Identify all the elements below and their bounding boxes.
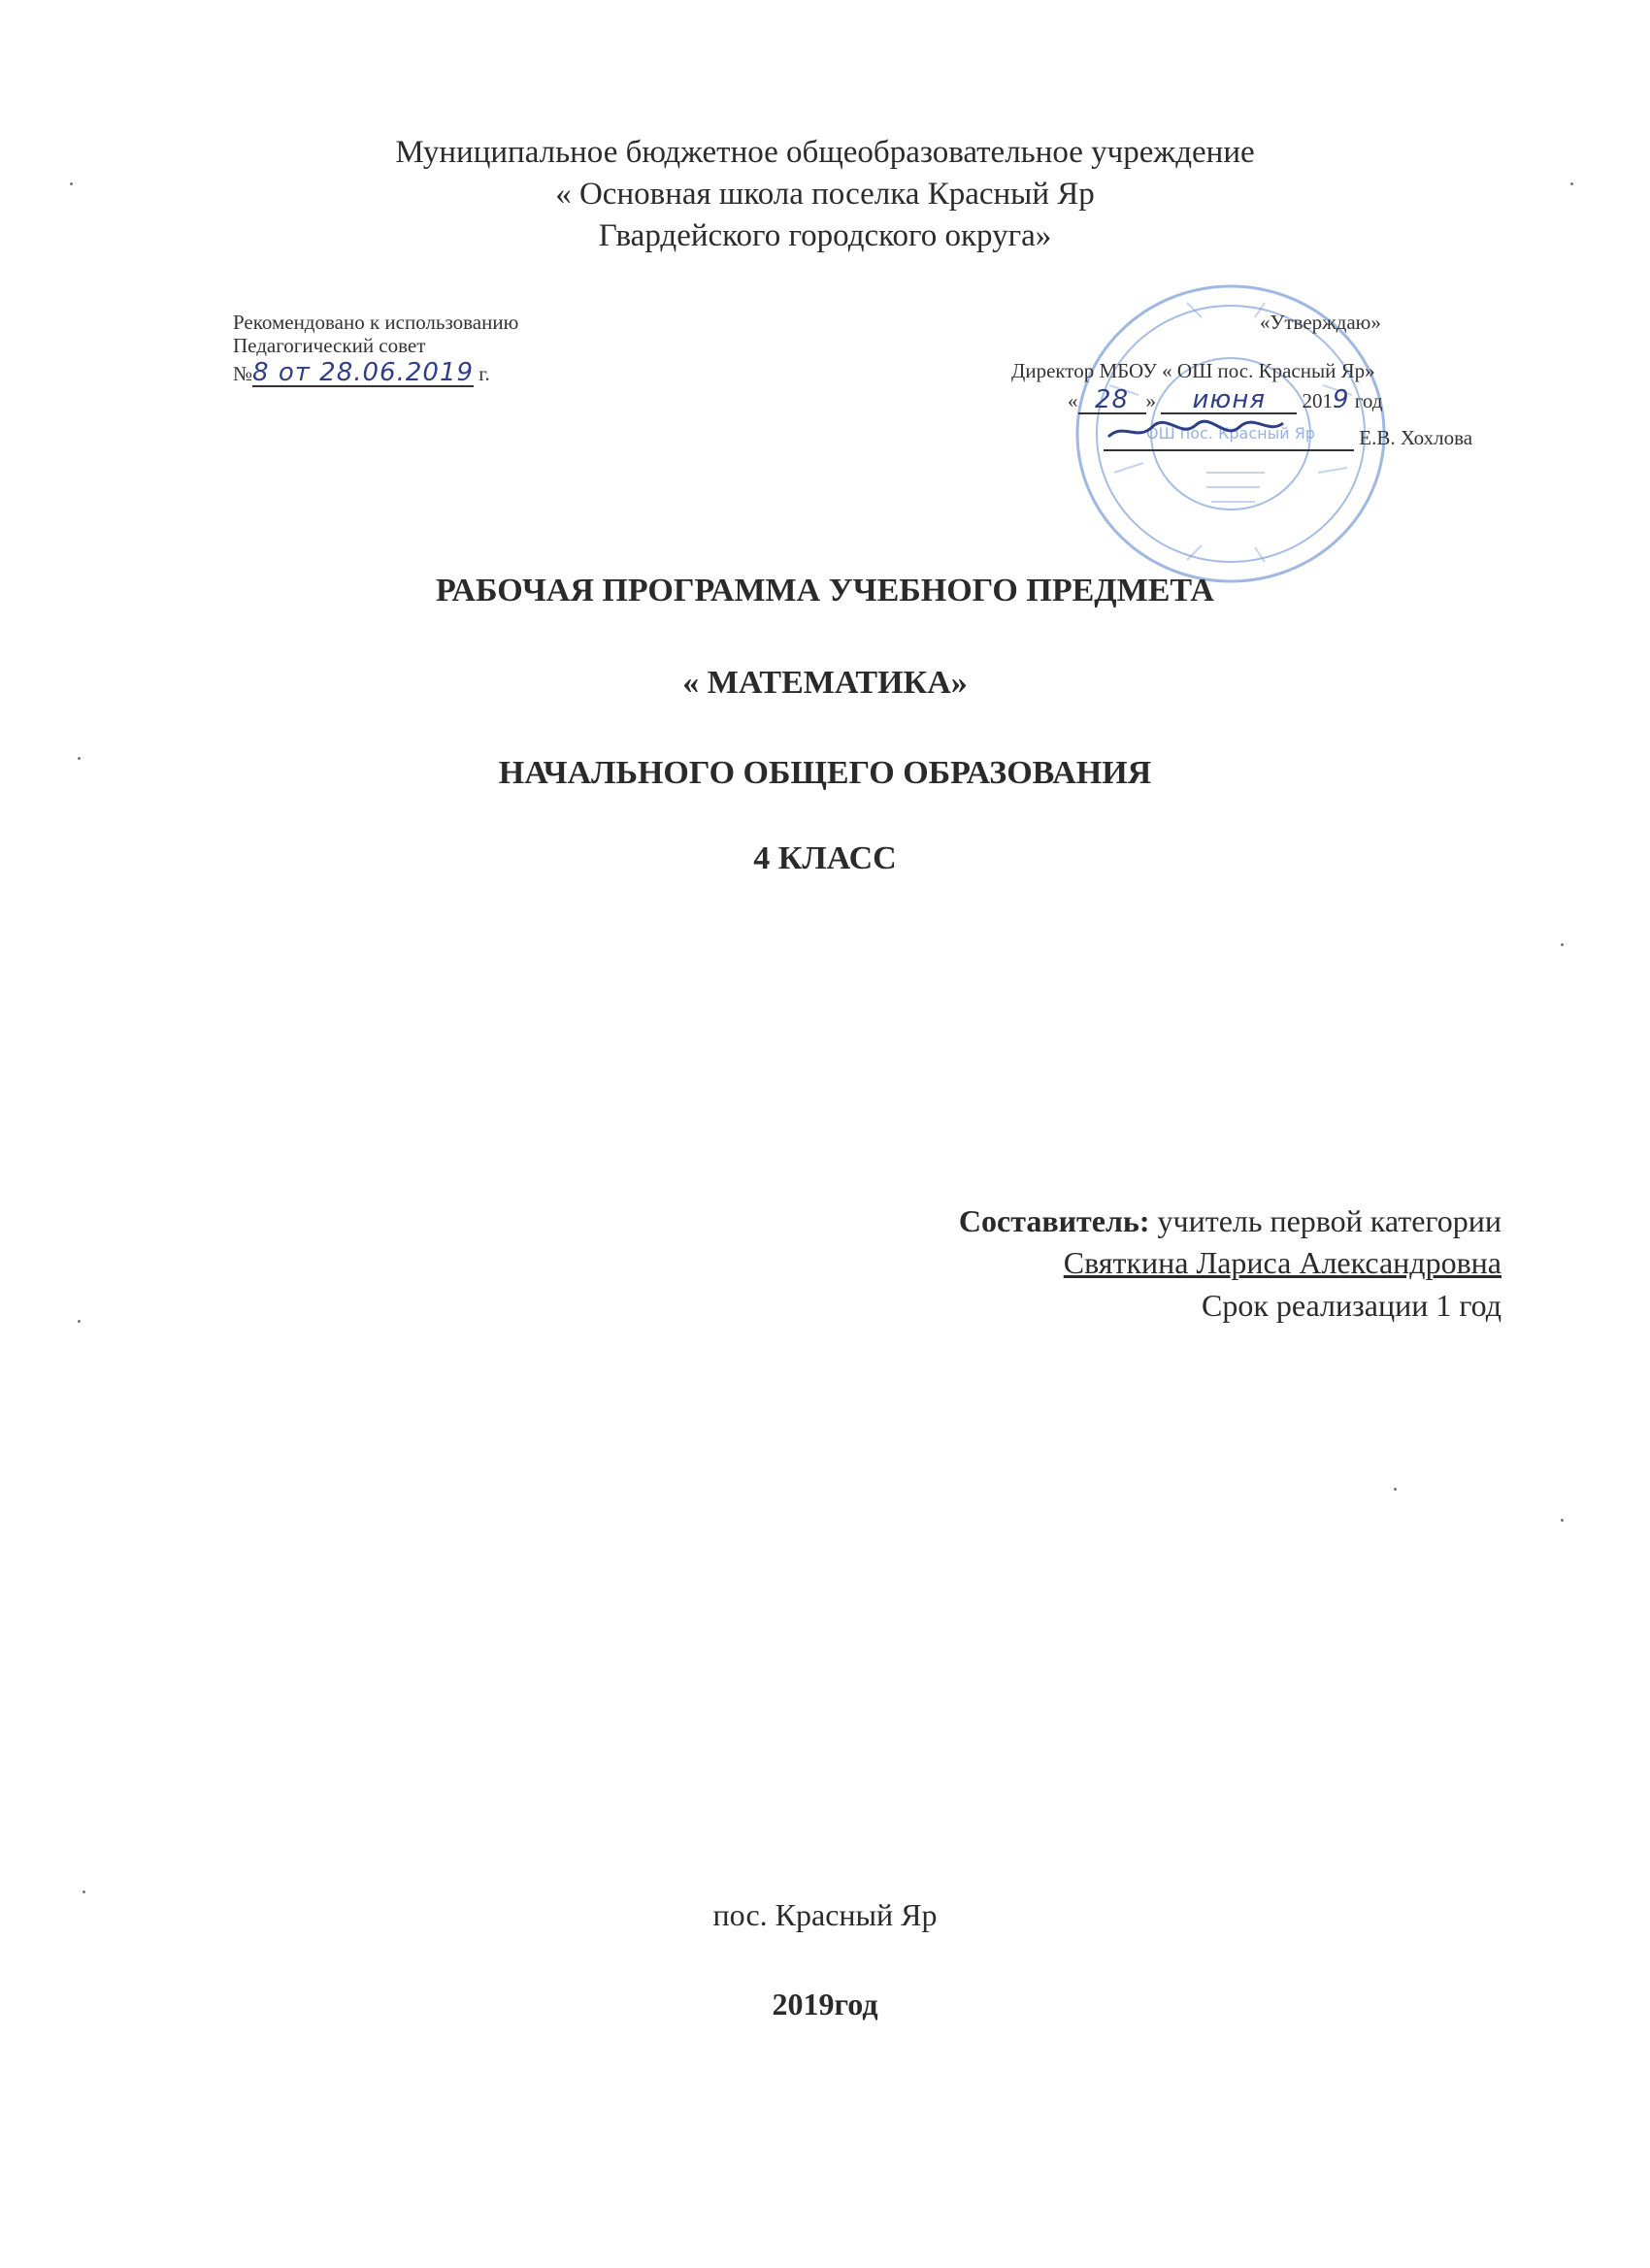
place-name: пос. Красный Яр [712, 1897, 938, 1932]
title-line-1: РАБОЧАЯ ПРОГРАММА УЧЕБНОГО ПРЕДМЕТА [436, 573, 1214, 608]
scan-speck [70, 182, 73, 185]
title-line-2: « МАТЕМАТИКА» [682, 665, 968, 701]
director-name: Е.В. Хохлова [1359, 426, 1473, 449]
signature-line [1104, 417, 1472, 451]
stamp-inner-text: ОШ пос. Красный Яр [1146, 424, 1315, 443]
handwritten-year-digit: 9 [1333, 385, 1350, 414]
title-line-3: НАЧАЛЬНОГО ОБЩЕГО ОБРАЗОВАНИЯ [498, 755, 1152, 791]
institution-name-line-1: Муниципальное бюджетное общеобразовательное учреждение [395, 135, 1255, 170]
scan-speck [82, 1890, 85, 1893]
handwritten-day: 28 [1094, 385, 1130, 414]
handwritten-minutes: 8 от 28.06.2019 [252, 358, 475, 387]
date-open-quote: « [1068, 389, 1078, 412]
scan-speck [1561, 1519, 1564, 1522]
author-line [959, 1203, 1502, 1238]
title-line-4: 4 КЛАСС [753, 840, 897, 876]
signature-scribble [1104, 417, 1288, 444]
document-year: 2019год [772, 1987, 878, 2021]
year-suffix: г. [478, 362, 490, 385]
scan-speck [78, 757, 81, 760]
director-signature [1104, 417, 1354, 451]
author-name: Святкина Лариса Александровна [1063, 1245, 1502, 1280]
author-label: Составитель: [958, 1203, 1150, 1238]
handwritten-month: июня [1192, 385, 1266, 414]
implementation-term: Срок реализации 1 год [1202, 1288, 1502, 1323]
number-sign: № [233, 362, 253, 385]
scan-speck [1394, 1488, 1397, 1491]
scan-speck [1561, 943, 1564, 946]
council-minutes-line [233, 358, 490, 387]
author-position: учитель первой категории [1149, 1203, 1502, 1238]
institution-name-line-2: « Основная школа поселка Красный Яр [555, 177, 1095, 212]
approve-label: «Утверждаю» [1260, 311, 1381, 334]
pedagogical-council-label: Педагогический совет [233, 334, 426, 357]
approval-date-line [1068, 385, 1383, 414]
director-label: Директор МБОУ « ОШ пос. Красный Яр» [1011, 359, 1375, 382]
year-prefix: 201 [1302, 389, 1333, 412]
date-close-quote: » [1145, 389, 1156, 412]
year-word: год [1354, 389, 1383, 412]
scan-speck [78, 1320, 81, 1323]
recommended-label: Рекомендовано к использованию [233, 311, 519, 334]
scan-speck [1570, 182, 1573, 185]
institution-name-line-3: Гвардейского городского округа» [598, 218, 1052, 253]
